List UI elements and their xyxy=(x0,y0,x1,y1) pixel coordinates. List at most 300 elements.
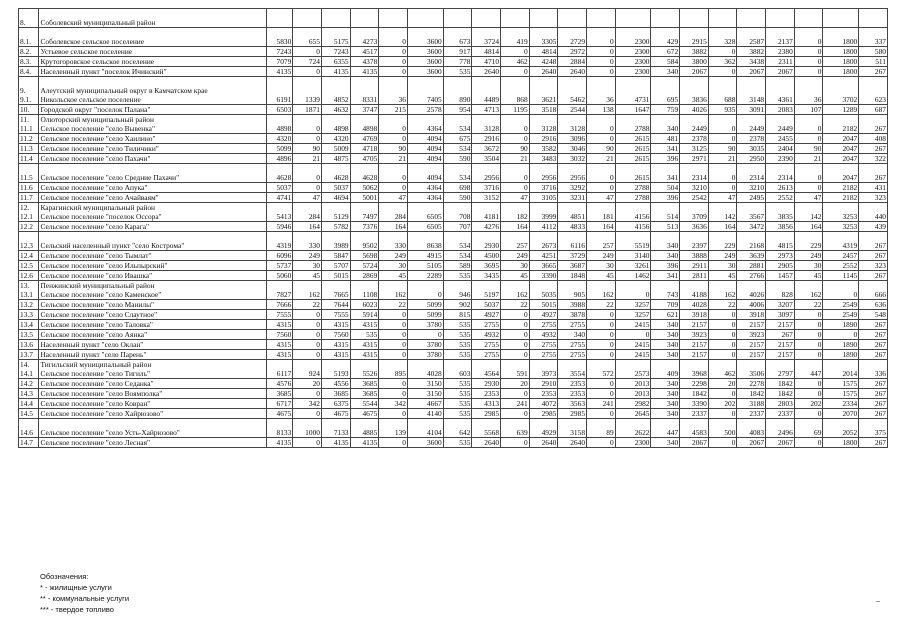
table-cell: 337 xyxy=(859,28,888,47)
table-cell: 2449 xyxy=(680,115,709,134)
table-cell: 4094 xyxy=(407,154,443,164)
table-cell: 590 xyxy=(443,193,472,203)
table-cell: 4875 xyxy=(321,154,350,164)
table-cell: 895 xyxy=(379,360,408,379)
table-cell: 1800 xyxy=(823,438,859,448)
table-cell: 2788 xyxy=(615,193,651,203)
table-cell: 0 xyxy=(379,115,408,134)
table-cell: 0 xyxy=(379,134,408,144)
table-cell: 4135 xyxy=(321,438,350,448)
table-cell: 3563 xyxy=(558,399,587,409)
table-cell: 655 xyxy=(293,28,322,47)
table-cell: 2182 xyxy=(823,183,859,193)
table-cell: 4710 xyxy=(472,57,501,67)
table-cell: 0 xyxy=(708,438,737,448)
table-cell: 2013 xyxy=(615,379,651,389)
table-cell: 7405 xyxy=(407,77,443,105)
table-cell: 2910 xyxy=(529,379,558,389)
table-cell: 3780 xyxy=(407,350,443,360)
table-cell: 340 xyxy=(651,232,680,251)
table-cell: 5037 xyxy=(266,183,293,193)
table-cell: 2378 xyxy=(680,134,709,144)
data-table xyxy=(18,8,888,448)
table-cell: 2985 xyxy=(529,409,558,419)
table-cell: 90 xyxy=(379,144,408,154)
table-cell: 0 xyxy=(794,379,823,389)
table-cell: 2544 xyxy=(558,105,587,115)
table-cell: 241 xyxy=(587,399,616,409)
table-cell: 267 xyxy=(859,164,888,183)
table-cell: 3685 xyxy=(266,389,293,399)
table-cell: 0 xyxy=(379,340,408,350)
table-cell: 340 xyxy=(651,67,680,77)
table-cell: 534 xyxy=(443,251,472,261)
table-cell: 0 xyxy=(794,389,823,399)
table-cell: 267 xyxy=(859,115,888,134)
row-index: 13.2 xyxy=(19,300,39,310)
table-cell: 2755 xyxy=(472,340,501,350)
table-cell: 90 xyxy=(293,144,322,154)
table-cell: 2973 xyxy=(766,251,795,261)
row-name: Сельское поселение "село Ивашка" xyxy=(39,271,266,281)
table-cell: 447 xyxy=(794,360,823,379)
table-cell: 1848 xyxy=(558,271,587,281)
table-cell: 0 xyxy=(708,67,737,77)
table-cell: 4929 xyxy=(529,419,558,438)
table-cell: 4072 xyxy=(529,399,558,409)
table-cell: 2070 xyxy=(823,409,859,419)
table-cell: 535 xyxy=(443,330,472,340)
table-cell: 2083 xyxy=(766,105,795,115)
table-cell: 440 xyxy=(859,203,888,222)
table-cell: 7555 xyxy=(321,310,350,320)
table-cell: 4104 xyxy=(407,419,443,438)
table-cell: 30 xyxy=(587,261,616,271)
table-cell: 481 xyxy=(651,134,680,144)
table-cell: 4276 xyxy=(472,222,501,232)
table-cell: 3780 xyxy=(407,320,443,330)
table-cell: 0 xyxy=(501,330,530,340)
table-cell: 0 xyxy=(708,340,737,350)
table-cell: 3639 xyxy=(737,251,766,261)
table-cell: 2457 xyxy=(823,251,859,261)
table-row xyxy=(19,193,888,203)
table-cell: 4315 xyxy=(321,350,350,360)
table-cell: 6096 xyxy=(266,251,293,261)
table-cell: 6023 xyxy=(350,300,379,310)
table-cell: 6505 xyxy=(407,203,443,222)
table-cell: 2930 xyxy=(472,232,501,251)
table-cell: 4028 xyxy=(407,360,443,379)
table-cell: 3882 xyxy=(737,47,766,57)
row-index: 8.2. xyxy=(19,47,39,57)
table-cell: 6505 xyxy=(407,222,443,232)
table-cell: 828 xyxy=(766,281,795,300)
table-cell: 4094 xyxy=(407,164,443,183)
table-cell: 5037 xyxy=(321,183,350,193)
table-cell: 4898 xyxy=(350,115,379,134)
corner-mark: ~ xyxy=(876,599,881,606)
table-cell: 0 xyxy=(794,47,823,57)
table-cell: 2013 xyxy=(615,389,651,399)
table-cell: 1842 xyxy=(737,389,766,399)
table-cell: 2622 xyxy=(615,419,651,438)
table-cell: 4156 xyxy=(615,222,651,232)
row-name: Населенный пункт "поселок Ичинский" xyxy=(39,67,266,77)
table-cell: 0 xyxy=(379,310,408,320)
table-cell: 3253 xyxy=(823,203,859,222)
table-cell: 724 xyxy=(293,57,322,67)
table-cell: 249 xyxy=(293,251,322,261)
table-cell: 6503 xyxy=(266,105,293,115)
table-cell: 340 xyxy=(651,350,680,360)
table-cell: 462 xyxy=(708,360,737,379)
row-index: 8.3. xyxy=(19,57,39,67)
row-name: Сельское поселение "село Слаутное" xyxy=(39,310,266,320)
table-cell: 2930 xyxy=(472,379,501,389)
table-cell: 2788 xyxy=(615,183,651,193)
table-cell: 2645 xyxy=(615,409,651,419)
table-cell: 164 xyxy=(708,222,737,232)
table-cell: 1800 xyxy=(823,47,859,57)
row-index: 10. xyxy=(19,105,39,115)
table-cell: 4564 xyxy=(472,360,501,379)
table-cell: 917 xyxy=(443,47,472,57)
table-cell: 4852 xyxy=(321,77,350,105)
table-cell: 4315 xyxy=(350,320,379,330)
table-cell: 4156 xyxy=(615,203,651,222)
table-row xyxy=(19,409,888,419)
row-name: Крутогоровское сельское поселение xyxy=(39,57,266,67)
table-cell: 4378 xyxy=(350,57,379,67)
table-cell: 3257 xyxy=(615,310,651,320)
table-cell: 3506 xyxy=(737,360,766,379)
table-cell: 30 xyxy=(708,261,737,271)
table-cell: 162 xyxy=(794,281,823,300)
table-cell: 5830 xyxy=(266,28,293,47)
table-row xyxy=(19,183,888,193)
table-cell: 340 xyxy=(651,379,680,389)
table-cell: 3210 xyxy=(680,183,709,193)
table-cell: 3128 xyxy=(529,115,558,134)
table-cell: 2182 xyxy=(823,115,859,134)
table-cell: 6191 xyxy=(266,77,293,105)
table-cell: 162 xyxy=(708,281,737,300)
table-cell: 4028 xyxy=(680,300,709,310)
table-cell: 7376 xyxy=(350,222,379,232)
table-cell: 5009 xyxy=(321,144,350,154)
row-index: 14.2 xyxy=(19,379,39,389)
table-cell: 0 xyxy=(587,330,616,340)
table-cell: 5413 xyxy=(266,203,293,222)
table-row xyxy=(19,360,888,379)
table-cell: 202 xyxy=(708,399,737,409)
table-cell: 0 xyxy=(708,134,737,144)
table-cell: 4112 xyxy=(529,222,558,232)
table-cell: 5099 xyxy=(407,300,443,310)
table-cell: 2916 xyxy=(529,134,558,144)
table-cell: 0 xyxy=(293,67,322,77)
table-row xyxy=(19,115,888,134)
table-cell: 3231 xyxy=(558,193,587,203)
table-cell: 0 xyxy=(794,134,823,144)
table-cell: 4675 xyxy=(350,409,379,419)
table-cell: 0 xyxy=(379,330,408,340)
table-cell: 267 xyxy=(859,320,888,330)
row-index: 13.7 xyxy=(19,350,39,360)
table-cell: 4814 xyxy=(472,47,501,57)
table-cell: 666 xyxy=(859,281,888,300)
table-cell: 4094 xyxy=(407,144,443,154)
table-cell: 2157 xyxy=(737,340,766,350)
table-cell: 2449 xyxy=(766,115,795,134)
table-cell: 2137 xyxy=(766,28,795,47)
table-cell: 8638 xyxy=(407,232,443,251)
table-cell: 340 xyxy=(651,409,680,419)
table-cell: 0 xyxy=(501,310,530,320)
table-cell: 2755 xyxy=(558,340,587,350)
table-cell: 0 xyxy=(794,310,823,320)
table-cell: 580 xyxy=(859,47,888,57)
table-cell: 1575 xyxy=(823,379,859,389)
table-cell: 7560 xyxy=(321,330,350,340)
table-row xyxy=(19,350,888,360)
table-cell: 2397 xyxy=(680,232,709,251)
table-cell: 0 xyxy=(379,47,408,57)
table-cell xyxy=(501,9,530,28)
legend-item-communal: ** - коммунальные услуги xyxy=(40,594,130,603)
row-name: Сельское поселение "село Усть-Хайрюзово" xyxy=(39,419,266,438)
row-index: 11.3 xyxy=(19,144,39,154)
table-cell: 0 xyxy=(293,47,322,57)
row-index: 12. 12.1 xyxy=(19,203,39,222)
table-cell: 3188 xyxy=(737,399,766,409)
table-cell: 1289 xyxy=(823,105,859,115)
table-cell: 1462 xyxy=(615,271,651,281)
table-cell: 2985 xyxy=(558,409,587,419)
table-cell: 249 xyxy=(794,251,823,261)
table-cell: 6116 xyxy=(558,232,587,251)
table-cell: 3989 xyxy=(321,232,350,251)
table-cell: 9502 xyxy=(350,232,379,251)
table-cell: 2314 xyxy=(737,164,766,183)
table-cell: 2182 xyxy=(823,193,859,203)
row-index: 14.4 xyxy=(19,399,39,409)
table-cell: 590 xyxy=(443,154,472,164)
row-index: 13.6 xyxy=(19,340,39,350)
row-name: Олюторский муниципальный район Сельское поселение "село Вывенка" xyxy=(39,115,266,134)
table-cell: 0 xyxy=(794,115,823,134)
table-cell: 2378 xyxy=(737,134,766,144)
table-cell: 3621 xyxy=(529,77,558,105)
table-cell: 30 xyxy=(379,261,408,271)
table-cell: 2552 xyxy=(823,261,859,271)
table-cell: 2911 xyxy=(680,261,709,271)
table-cell: 21 xyxy=(501,154,530,164)
table-cell: 0 xyxy=(501,389,530,399)
table-cell: 3105 xyxy=(529,193,558,203)
table-cell: 5519 xyxy=(615,232,651,251)
table-cell: 3600 xyxy=(407,47,443,57)
table-cell: 709 xyxy=(651,300,680,310)
table-cell: 4315 xyxy=(350,340,379,350)
table-cell: 2755 xyxy=(558,320,587,330)
table-cell: 2615 xyxy=(615,154,651,164)
table-cell: 47 xyxy=(587,193,616,203)
table-cell: 267 xyxy=(859,67,888,77)
table-cell: 3091 xyxy=(737,105,766,115)
table-cell: 2549 xyxy=(823,300,859,310)
table-cell: 267 xyxy=(859,438,888,448)
table-cell xyxy=(680,9,709,28)
table-cell: 4932 xyxy=(472,330,501,340)
table-cell: 642 xyxy=(443,419,472,438)
row-name: Соболевское сельское поселение xyxy=(39,28,266,47)
table-cell xyxy=(443,9,472,28)
table-cell: 4135 xyxy=(266,67,293,77)
table-cell: 2353 xyxy=(529,389,558,399)
table-cell: 3800 xyxy=(680,57,709,67)
table-cell: 4694 xyxy=(321,193,350,203)
table-cell: 0 xyxy=(379,164,408,183)
table-cell: 45 xyxy=(794,271,823,281)
row-name: Населенный пункт "село Оклан" xyxy=(39,340,266,350)
table-cell: 22 xyxy=(379,300,408,310)
table-cell: 409 xyxy=(651,360,680,379)
table-cell xyxy=(472,9,501,28)
table-cell: 2314 xyxy=(766,164,795,183)
table-cell: 0 xyxy=(708,409,737,419)
table-row xyxy=(19,438,888,448)
table-cell: 0 xyxy=(794,438,823,448)
table-cell: 249 xyxy=(587,251,616,261)
table-cell: 330 xyxy=(293,232,322,251)
table-cell: 0 xyxy=(794,350,823,360)
table-cell: 2067 xyxy=(737,438,766,448)
table-cell: 267 xyxy=(859,330,888,340)
table-cell: 429 xyxy=(651,28,680,47)
table-cell: 3128 xyxy=(558,115,587,134)
table-cell: 4320 xyxy=(321,134,350,144)
table-cell: 2157 xyxy=(766,350,795,360)
table-cell: 5060 xyxy=(266,271,293,281)
table-cell: 0 xyxy=(794,28,823,47)
table-cell: 3600 xyxy=(407,67,443,77)
table-cell: 5526 xyxy=(350,360,379,379)
table-cell: 5105 xyxy=(407,261,443,271)
table-cell: 0 xyxy=(587,379,616,389)
table-cell: 0 xyxy=(794,320,823,330)
table-cell: 1842 xyxy=(680,389,709,399)
table-cell: 3035 xyxy=(737,144,766,154)
table-cell: 743 xyxy=(651,281,680,300)
table-cell: 4135 xyxy=(321,67,350,77)
table-cell: 500 xyxy=(708,419,737,438)
table-cell: 4140 xyxy=(407,409,443,419)
row-name: Сельское поселение "село Воямполка" xyxy=(39,389,266,399)
table-cell: 47 xyxy=(708,193,737,203)
table-cell xyxy=(529,9,558,28)
table-cell: 2157 xyxy=(737,320,766,330)
table-cell: 511 xyxy=(859,57,888,67)
table-cell: 0 xyxy=(379,28,408,47)
table-cell: 164 xyxy=(587,222,616,232)
table-cell: 0 xyxy=(407,281,443,300)
table-cell: 3636 xyxy=(680,222,709,232)
table-cell: 0 xyxy=(587,438,616,448)
table-cell: 0 xyxy=(379,379,408,389)
table-cell: 267 xyxy=(859,251,888,261)
table-cell: 7666 xyxy=(266,300,293,310)
table-cell: 4718 xyxy=(350,144,379,154)
table-cell: 534 xyxy=(443,144,472,154)
table-cell: 0 xyxy=(379,57,408,67)
table-cell xyxy=(823,9,859,28)
table-cell: 0 xyxy=(587,409,616,419)
table-cell: 2613 xyxy=(766,183,795,193)
table-cell: 2640 xyxy=(558,67,587,77)
table-cell: 672 xyxy=(651,47,680,57)
table-cell: 2337 xyxy=(737,409,766,419)
table-row xyxy=(19,320,888,330)
table-cell: 3973 xyxy=(529,360,558,379)
table-cell: 5914 xyxy=(350,310,379,320)
table-cell: 0 xyxy=(587,28,616,47)
table-cell: 2300 xyxy=(615,47,651,57)
table-cell: 4364 xyxy=(407,193,443,203)
table-cell: 2278 xyxy=(737,379,766,389)
table-cell: 603 xyxy=(443,360,472,379)
table-cell: 162 xyxy=(587,281,616,300)
table-cell: 0 xyxy=(293,389,322,399)
table-cell xyxy=(587,9,616,28)
table-cell: 3999 xyxy=(529,203,558,222)
table-cell: 3140 xyxy=(615,251,651,261)
table-cell: 342 xyxy=(379,399,408,409)
table-cell: 2415 xyxy=(615,340,651,350)
table-cell: 69 xyxy=(794,419,823,438)
table-cell: 2615 xyxy=(615,134,651,144)
table-cell xyxy=(708,9,737,28)
table-cell: 164 xyxy=(501,222,530,232)
table-cell: 535 xyxy=(443,320,472,330)
table-cell: 3582 xyxy=(529,144,558,154)
table-row xyxy=(19,164,888,183)
table-cell: 7243 xyxy=(266,47,293,57)
table-cell: 7644 xyxy=(321,300,350,310)
table-cell: 21 xyxy=(293,154,322,164)
table-cell: 2014 xyxy=(823,360,859,379)
table-cell xyxy=(379,9,408,28)
table-cell: 90 xyxy=(501,144,530,154)
table-cell: 2640 xyxy=(529,438,558,448)
table-cell: 1800 xyxy=(823,67,859,77)
table-cell: 30 xyxy=(794,261,823,271)
row-name: Сельское поселение "село Таловка" xyxy=(39,320,266,330)
table-cell: 3716 xyxy=(529,183,558,193)
table-cell: 0 xyxy=(293,310,322,320)
table-cell: 328 xyxy=(708,28,737,47)
table-cell: 0 xyxy=(708,389,737,399)
table-cell: 267 xyxy=(859,340,888,350)
table-cell: 229 xyxy=(708,232,737,251)
row-index: 13. 13.1 xyxy=(19,281,39,300)
table-cell: 778 xyxy=(443,57,472,67)
table-cell: 902 xyxy=(443,300,472,310)
table-cell: 0 xyxy=(501,340,530,350)
table-cell: 4896 xyxy=(266,154,293,164)
table-cell: 2640 xyxy=(472,438,501,448)
